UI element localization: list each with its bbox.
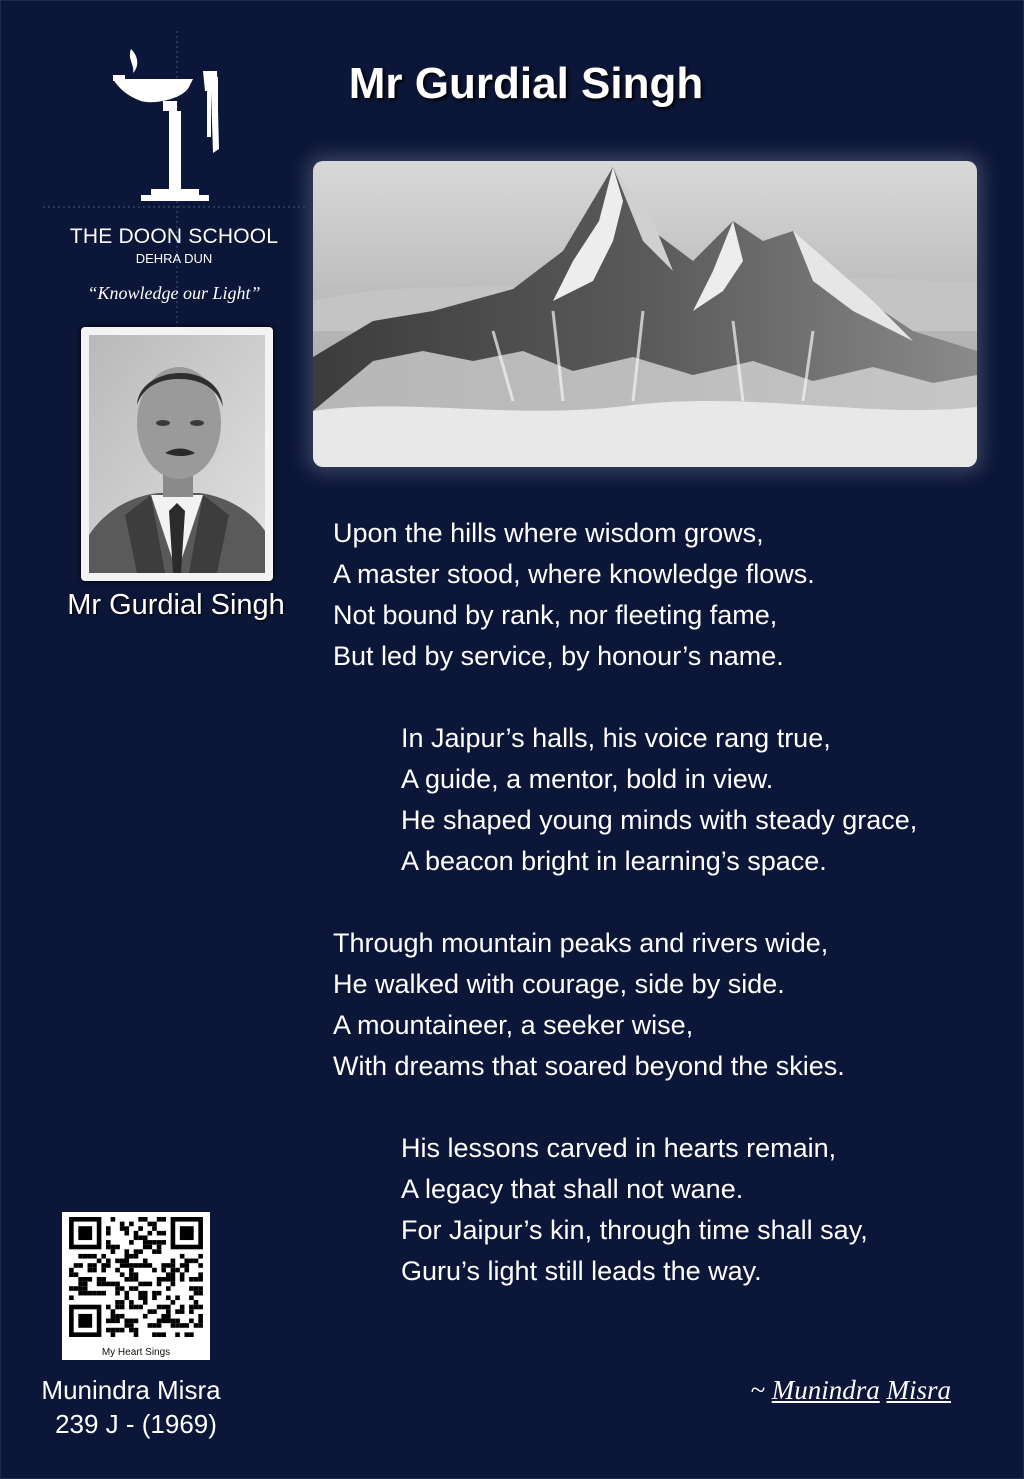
portrait-photo: [81, 327, 273, 581]
author-name: Munindra Misra: [41, 1375, 221, 1405]
poem-line: A guide, a mentor, bold in view.: [401, 764, 774, 794]
poem-line: A beacon bright in learning’s space.: [401, 846, 827, 876]
school-name: THE DOON SCHOOL: [69, 225, 279, 248]
poem-line: He shaped young minds with steady grace,: [401, 805, 918, 835]
mountain-photo: [313, 161, 977, 467]
poem-line: A mountaineer, a seeker wise,: [333, 1010, 694, 1040]
portrait-caption: Mr Gurdial Singh: [67, 589, 285, 621]
poem-line: For Jaipur’s kin, through time shall say,: [401, 1215, 868, 1245]
poem-line: With dreams that soared beyond the skies.: [333, 1051, 845, 1081]
signature-last-name: Misra: [886, 1375, 951, 1405]
poem-stanza: [333, 718, 973, 882]
qr-code-icon: [69, 1217, 203, 1337]
poem-line: A legacy that shall not wane.: [401, 1174, 744, 1204]
school-place: DEHRA DUN: [135, 251, 213, 266]
school-logo: [43, 31, 305, 331]
school-motto: “Knowledge our Light”: [87, 283, 261, 303]
poem-stanza: [333, 513, 973, 677]
poem-line: A master stood, where knowledge flows.: [333, 559, 815, 589]
mountain-image: [313, 161, 977, 467]
poem-line: Not bound by rank, nor fleeting fame,: [333, 600, 778, 630]
poem-line: In Jaipur’s halls, his voice rang true,: [401, 723, 831, 753]
poem-line: He walked with courage, side by side.: [333, 969, 785, 999]
page-title: Mr Gurdial Singh: [348, 59, 704, 108]
qr-code[interactable]: [62, 1212, 210, 1360]
signature: [691, 1375, 951, 1406]
poem-stanza: [333, 923, 973, 1087]
poem-stanza: [333, 1128, 973, 1292]
author-house: 239 J - (1969): [55, 1409, 217, 1439]
poem-line: Guru’s light still leads the way.: [401, 1256, 762, 1286]
poem-line: Upon the hills where wisdom grows,: [333, 518, 764, 548]
poem-line: Through mountain peaks and rivers wide,: [333, 928, 829, 958]
poem-line: His lessons carved in hearts remain,: [401, 1133, 837, 1163]
signature-first-name: Munindra: [771, 1375, 880, 1405]
poem: [333, 513, 973, 1333]
qr-caption: My Heart Sings: [101, 1347, 171, 1358]
signature-prefix: ~: [750, 1375, 772, 1405]
portrait-image: [89, 335, 265, 573]
poem-line: But led by service, by honour’s name.: [333, 641, 784, 671]
